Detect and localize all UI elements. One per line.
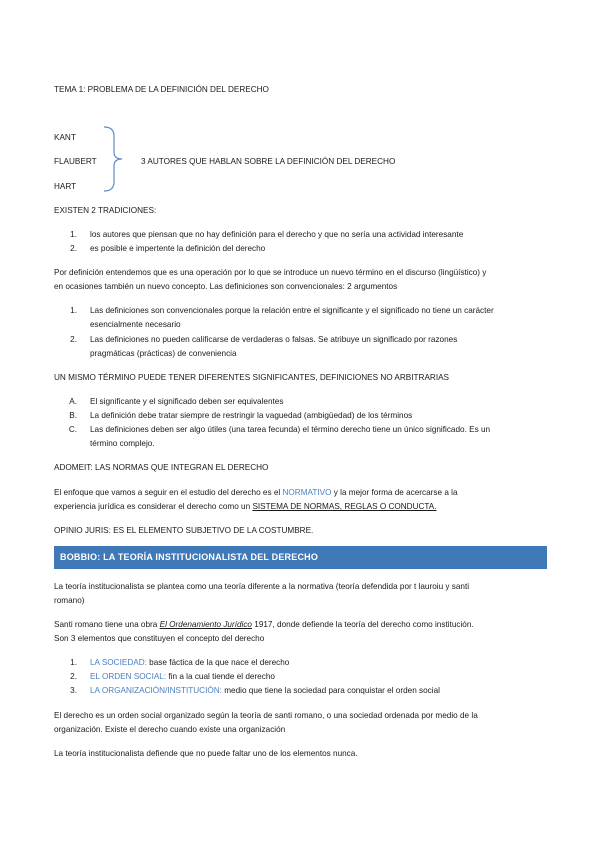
opinio-line: OPINIO JURIS: ES EL ELEMENTO SUBJETIVO DE LA COSTUMBRE. bbox=[54, 526, 314, 535]
list-item-continuation: término complejo. bbox=[90, 439, 155, 448]
list-marker: 3. bbox=[70, 686, 77, 695]
list-marker: 2. bbox=[70, 672, 77, 681]
paragraph-line: La teoría institucionalista se plantea como una teoría diferente a la normativa (teoría defendida por t lauroiu y santi bbox=[54, 582, 470, 591]
list-marker: C. bbox=[68, 425, 77, 434]
approach-line-1 bbox=[54, 486, 458, 499]
list-marker: 2. bbox=[70, 244, 77, 253]
santi-text: Santi romano tiene una obra bbox=[54, 620, 160, 629]
list-marker: A. bbox=[69, 397, 77, 406]
section-banner: BOBBIO: LA TEORÍA INSTITUCIONALISTA DEL DERECHO bbox=[54, 546, 547, 569]
author-kant: KANT bbox=[54, 133, 76, 142]
list-item bbox=[90, 670, 275, 683]
list-item: los autores que piensan que no hay definición para el derecho y que no sería una actividad interesante bbox=[90, 230, 464, 239]
element-text: medio que tiene la sociedad para conquistar el orden social bbox=[221, 686, 440, 695]
list-item: Las definiciones deben ser algo útiles (una tarea fecunda) el término derecho tiene un único significado. Es un bbox=[90, 425, 491, 434]
list-marker: 1. bbox=[70, 658, 77, 667]
list-item: Las definiciones no pueden calificarse de verdaderas o falsas. Se atribuye un significado por razones bbox=[90, 335, 458, 344]
list-marker: B. bbox=[69, 411, 77, 420]
author-hart: HART bbox=[54, 182, 77, 191]
element-label: EL ORDEN SOCIAL: bbox=[90, 672, 167, 681]
paragraph-line: El derecho es un orden social organizado según la teoría de santi romano, o una sociedad ordenada por medio de la bbox=[54, 711, 478, 720]
list-item: El significante y el significado deben ser equivalentes bbox=[90, 397, 284, 406]
list-marker: 2. bbox=[70, 335, 77, 344]
list-marker: 1. bbox=[70, 230, 77, 239]
authors-note: 3 AUTORES QUE HABLAN SOBRE LA DEFINICIÓN DEL DERECHO bbox=[141, 157, 396, 166]
list-item bbox=[90, 684, 440, 697]
list-item: Las definiciones son convencionales porque la relación entre el significante y el significado no tiene un carácter bbox=[90, 306, 494, 315]
santi-line-2: Son 3 elementos que constituyen el concepto del derecho bbox=[54, 634, 265, 643]
approach-text: El enfoque que vamos a seguir en el estudio del derecho es el bbox=[54, 488, 283, 497]
brace-bracket bbox=[100, 124, 140, 194]
final-line: La teoría institucionalista defiende que no puede faltar uno de los elementos nunca. bbox=[54, 749, 358, 758]
approach-line-2 bbox=[54, 500, 437, 513]
normativo-highlight: NORMATIVO bbox=[282, 488, 332, 497]
book-title: El Ordenamiento Jurídico bbox=[159, 620, 252, 629]
list-item bbox=[90, 656, 289, 669]
same-term-heading: UN MISMO TÉRMINO PUEDE TENER DIFERENTES SIGNIFICANTES, DEFINICIONES NO ARBITRARIAS bbox=[54, 373, 450, 382]
element-text: fin a la cual tiende el derecho bbox=[166, 672, 275, 681]
list-item: es posible e impertente la definición del derecho bbox=[90, 244, 266, 253]
traditions-heading: EXISTEN 2 TRADICIONES: bbox=[54, 206, 157, 215]
list-item-continuation: esencialmente necesario bbox=[90, 320, 181, 329]
author-flaubert: FLAUBERT bbox=[54, 157, 97, 166]
list-marker: 1. bbox=[70, 306, 77, 315]
paragraph-line: en ocasiones también un nuevo concepto. Las definiciones son convencionales: 2 argumentos bbox=[54, 282, 398, 291]
santi-line-1 bbox=[54, 618, 474, 631]
element-text: base fáctica de la que nace el derecho bbox=[146, 658, 290, 667]
paragraph-line: romano) bbox=[54, 596, 85, 605]
approach-text: experiencia jurídica es considerar el derecho como un bbox=[54, 502, 253, 511]
list-item-continuation: pragmáticas (prácticas) de conveniencia bbox=[90, 349, 237, 358]
paragraph-line: organización. Existe el derecho cuando existe una organización bbox=[54, 725, 286, 734]
list-item: La definición debe tratar siempre de restringir la vaguedad (ambigüedad) de los términos bbox=[90, 411, 413, 420]
adomeit-line: ADOMEIT: LAS NORMAS QUE INTEGRAN EL DERECHO bbox=[54, 463, 269, 472]
sistema-underlined: SISTEMA DE NORMAS, REGLAS O CONDUCTA. bbox=[252, 502, 437, 511]
document-title: TEMA 1: PROBLEMA DE LA DEFINICIÓN DEL DERECHO bbox=[54, 85, 269, 94]
element-label: LA ORGANIZACIÓN/INSTITUCIÓN: bbox=[90, 686, 222, 695]
approach-text: y la mejor forma de acercarse a la bbox=[331, 488, 458, 497]
element-label: LA SOCIEDAD: bbox=[90, 658, 147, 667]
paragraph-line: Por definición entendemos que es una operación por lo que se introduce un nuevo término en el discurso (lingüístico) y bbox=[54, 268, 487, 277]
santi-text: 1917, donde defiende la teoría del derecho como institución. bbox=[252, 620, 474, 629]
